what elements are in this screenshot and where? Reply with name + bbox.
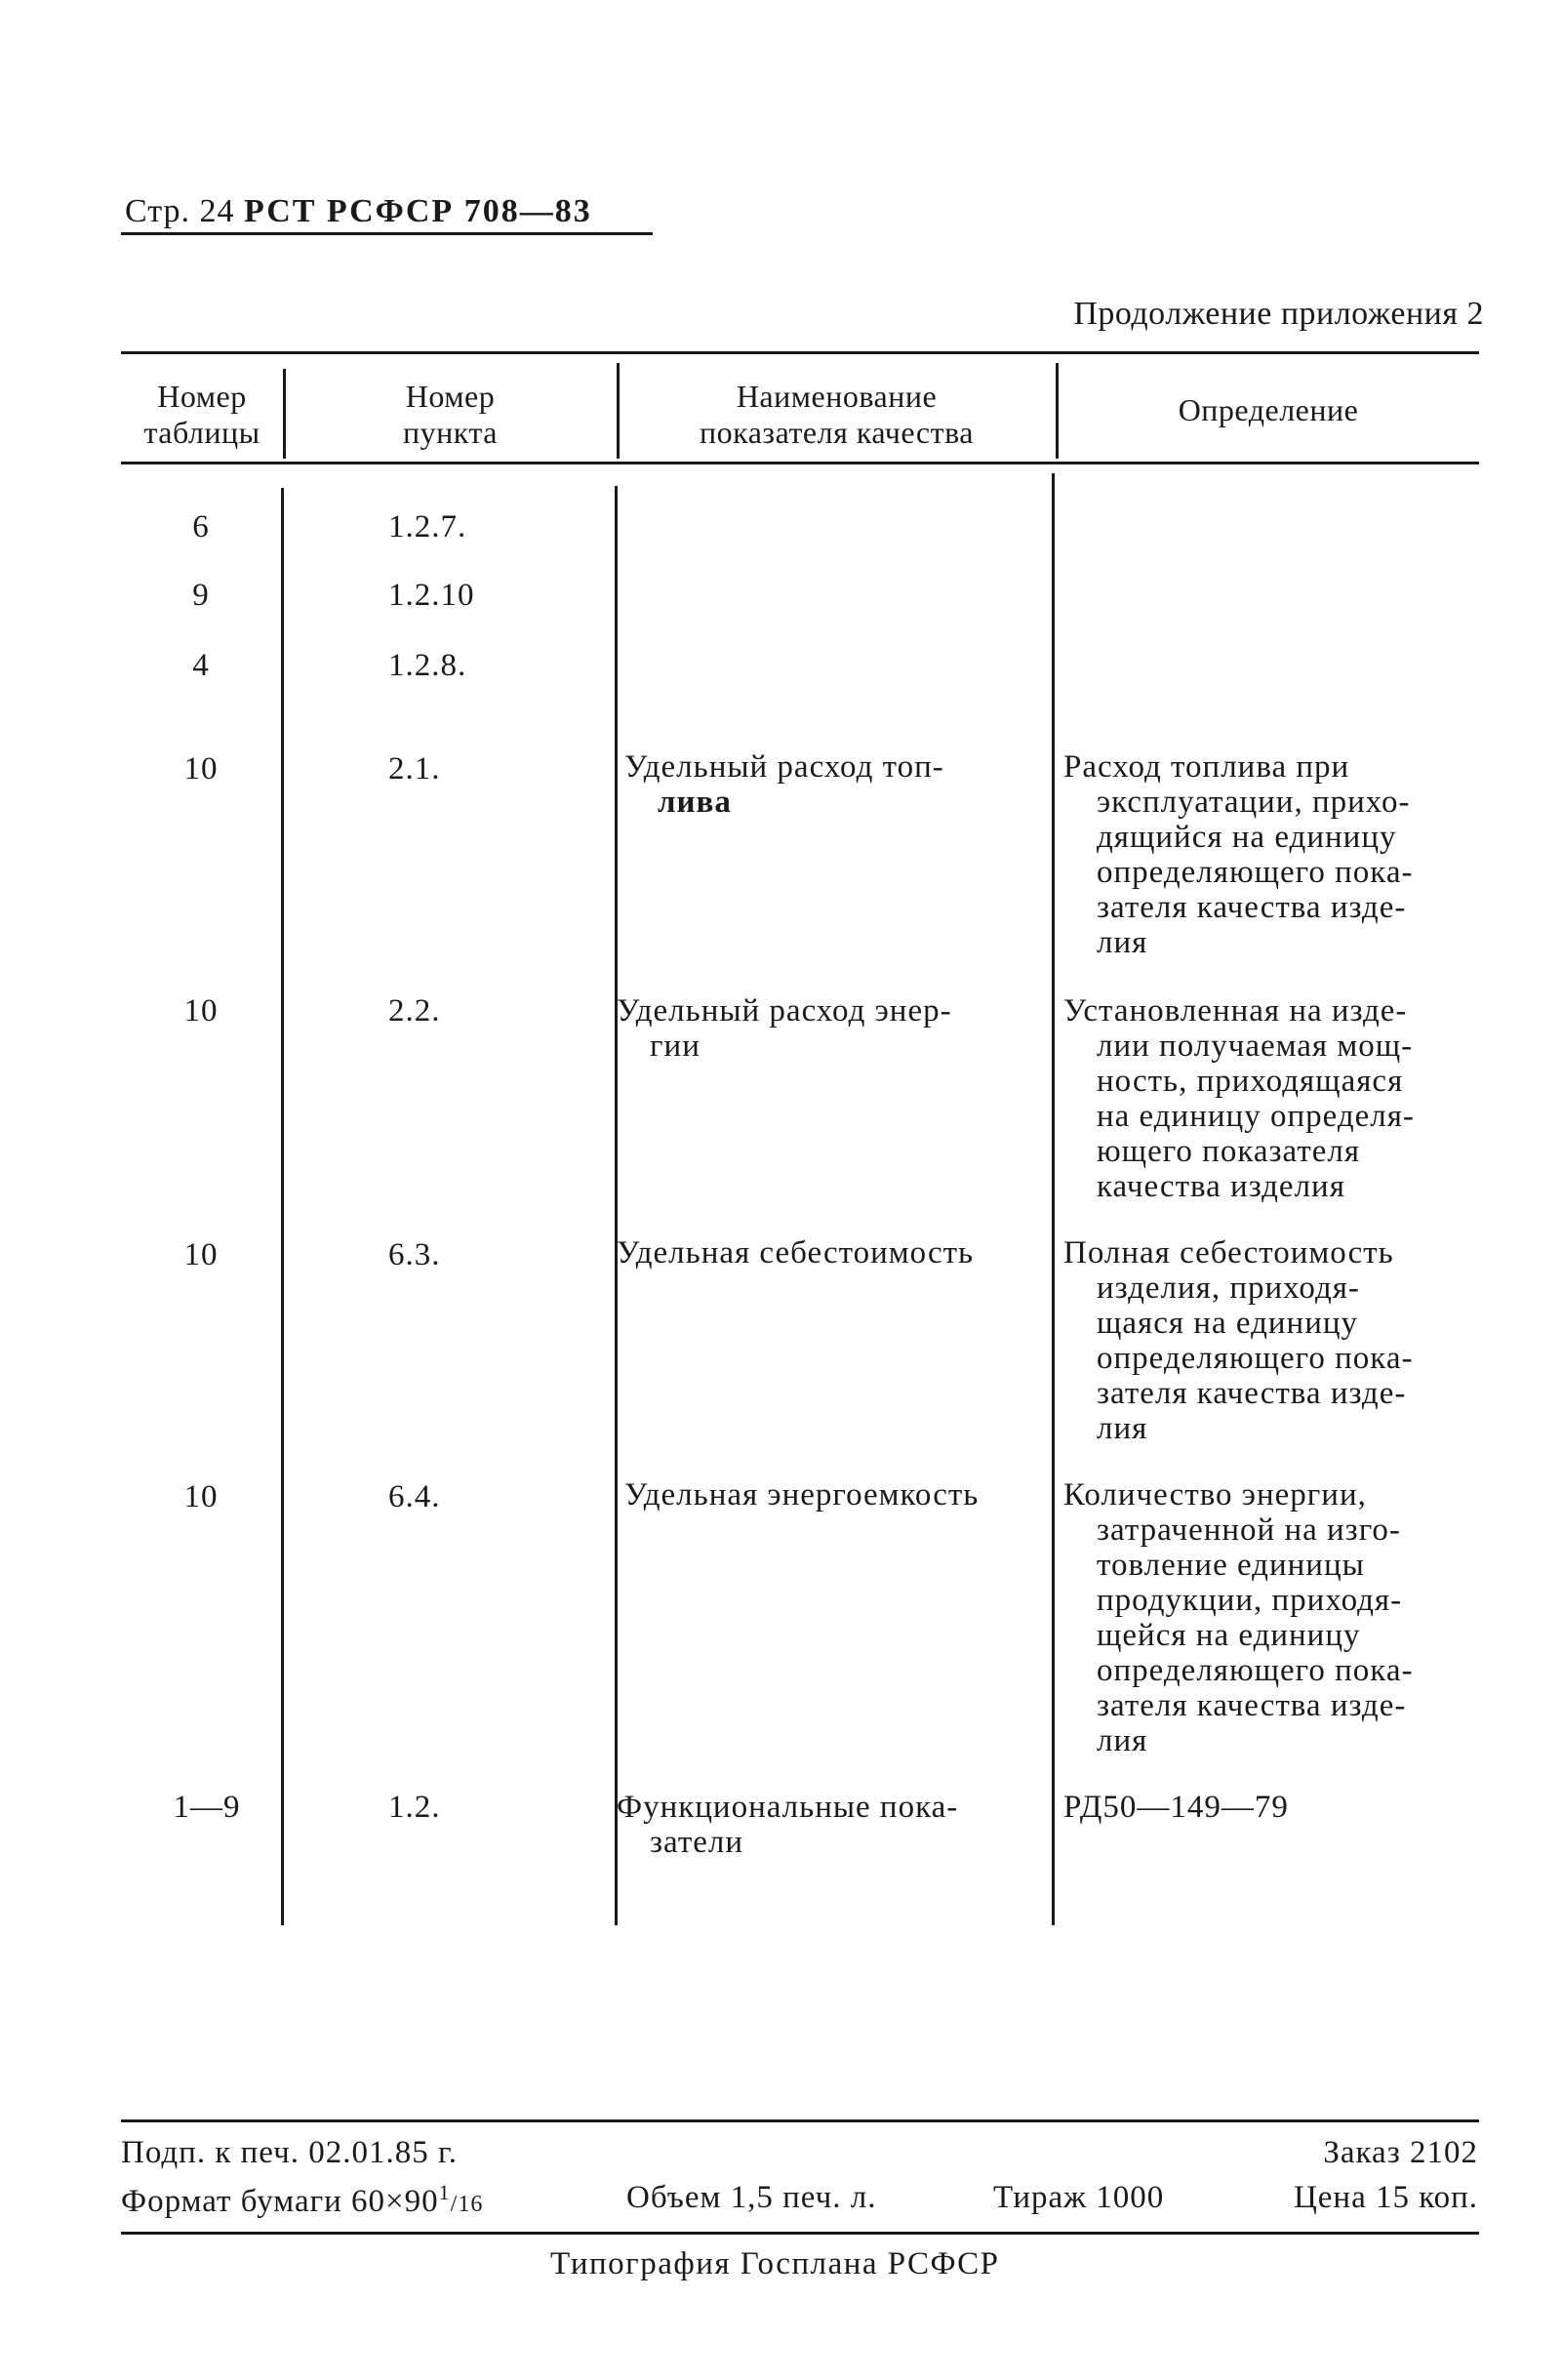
table-header-rule [121,462,1479,464]
item-no-cell: 2.1. [388,751,441,787]
page-header [125,193,592,230]
indicator-name-cell [617,993,1046,1064]
table-no-cell: 4 [192,648,210,683]
name-line: Удельная энергоемкость [624,1477,980,1513]
definition-line: качества изделия [1097,1169,1345,1204]
column-header-line: таблицы [143,415,260,450]
definition-cell [1063,1790,1473,1825]
item-no-cell: 1.2.7. [388,509,467,545]
column-header-table-no [121,379,283,451]
standard-code: РСТ РСФСР 708—83 [244,193,592,229]
name-line: затели [650,1825,744,1860]
definition-line: ность, приходящаяся [1097,1064,1404,1099]
column-header-line: Номер [405,379,496,414]
column-header-line: Наименование [736,379,938,414]
column-header-line: показателя качества [700,415,974,450]
item-no-cell: 2.2. [388,993,441,1029]
table-no-cell: 10 [183,1479,219,1514]
name-line: Функциональные пока- [617,1790,959,1825]
definition-line: лия [1097,1411,1148,1446]
indicator-name-cell [617,1790,1046,1860]
table-no-cell: 10 [183,751,219,787]
definition-cell [1063,1477,1473,1758]
definition-cell [1063,993,1473,1204]
column-header-definition [1059,392,1478,428]
name-line: Удельный расход топ- [624,749,944,785]
body-divider-1 [281,488,284,1925]
definition-line: дящийся на единицу [1097,820,1397,855]
column-header-line: Номер [157,379,247,414]
printing-house: Типография Госплана РСФСР [550,2246,1000,2281]
definition-line: щаяся на единицу [1097,1306,1359,1341]
volume: Объем 1,5 печ. л. [626,2180,877,2215]
page-number: Стр. 24 [125,193,235,229]
paper-format [121,2180,483,2220]
definition-line: Установленная на изде- [1063,993,1408,1029]
footer-top-rule [121,2119,1479,2122]
indicator-name-cell [617,1235,1046,1271]
paper-format-denominator: /16 [450,2192,484,2217]
paper-format-numerator: 1 [438,2180,451,2204]
definition-line: лии получаемая мощ- [1097,1029,1414,1064]
item-no-cell: 1.2.8. [388,648,467,683]
table-no-cell: 10 [183,1237,219,1272]
table-no-cell: 6 [192,509,210,545]
item-no-cell: 6.3. [388,1237,441,1272]
definition-line: на единицу определя- [1097,1099,1415,1134]
column-header-indicator-name [620,379,1054,451]
table-top-rule [121,351,1479,354]
definition-line: товление единицы [1097,1548,1365,1583]
definition-line: Полная себестоимость [1063,1235,1394,1271]
definition-line: зателя качества изде- [1097,1688,1407,1723]
footer-bottom-rule [121,2232,1479,2235]
definition-line: затраченной на изго- [1097,1513,1401,1548]
indicator-name-cell [624,749,1054,820]
indicator-name-cell [624,1477,1054,1513]
definition-line: Количество энергии, [1063,1477,1367,1513]
definition-line: щейся на единицу [1097,1618,1361,1653]
definition-line: лия [1097,1723,1148,1758]
definition-line: продукции, приходя- [1097,1583,1403,1618]
column-header-line: пункта [403,415,498,450]
table-no-cell: 9 [192,578,210,613]
print-run: Тираж 1000 [993,2180,1165,2215]
definition-line: Расход топлива при [1063,749,1350,785]
order-number: Заказ 2102 [1323,2135,1478,2170]
item-no-cell: 1.2.10 [388,578,475,613]
definition-cell [1063,749,1473,960]
item-no-cell: 6.4. [388,1479,441,1514]
definition-line: эксплуатации, прихо- [1097,785,1411,820]
continuation-label: Продолжение приложения 2 [1073,296,1484,332]
table-no-cell: 10 [183,993,219,1029]
definition-cell [1063,1235,1473,1446]
paper-format-label: Формат бумаги 60×90 [121,2184,439,2219]
definition-line: зателя качества изде- [1097,1376,1407,1411]
definition-line: определяющего пока- [1097,1653,1414,1688]
name-line: Удельный расход энер- [617,993,952,1029]
body-divider-2 [615,486,618,1925]
column-header-item-no [286,379,615,451]
body-divider-3 [1052,473,1055,1925]
definition-line: изделия, приходя- [1097,1271,1360,1306]
definition-line: ющего показателя [1097,1134,1361,1169]
price: Цена 15 коп. [1293,2180,1478,2215]
name-line: гии [650,1029,701,1064]
definition-line: зателя качества изде- [1097,890,1407,925]
definition-line: определяющего пока- [1097,855,1414,890]
header-underline [121,232,653,235]
name-line: Удельная себестоимость [617,1235,975,1271]
column-header-line: Определение [1178,392,1359,427]
definition-line: лия [1097,925,1148,960]
table-no-cell: 1—9 [173,1790,241,1825]
signed-for-print: Подп. к печ. 02.01.85 г. [121,2135,459,2170]
name-line: лива [658,785,732,820]
definition-line: РД50—149—79 [1063,1790,1289,1825]
definition-line: определяющего пока- [1097,1341,1414,1376]
item-no-cell: 1.2. [388,1790,441,1825]
